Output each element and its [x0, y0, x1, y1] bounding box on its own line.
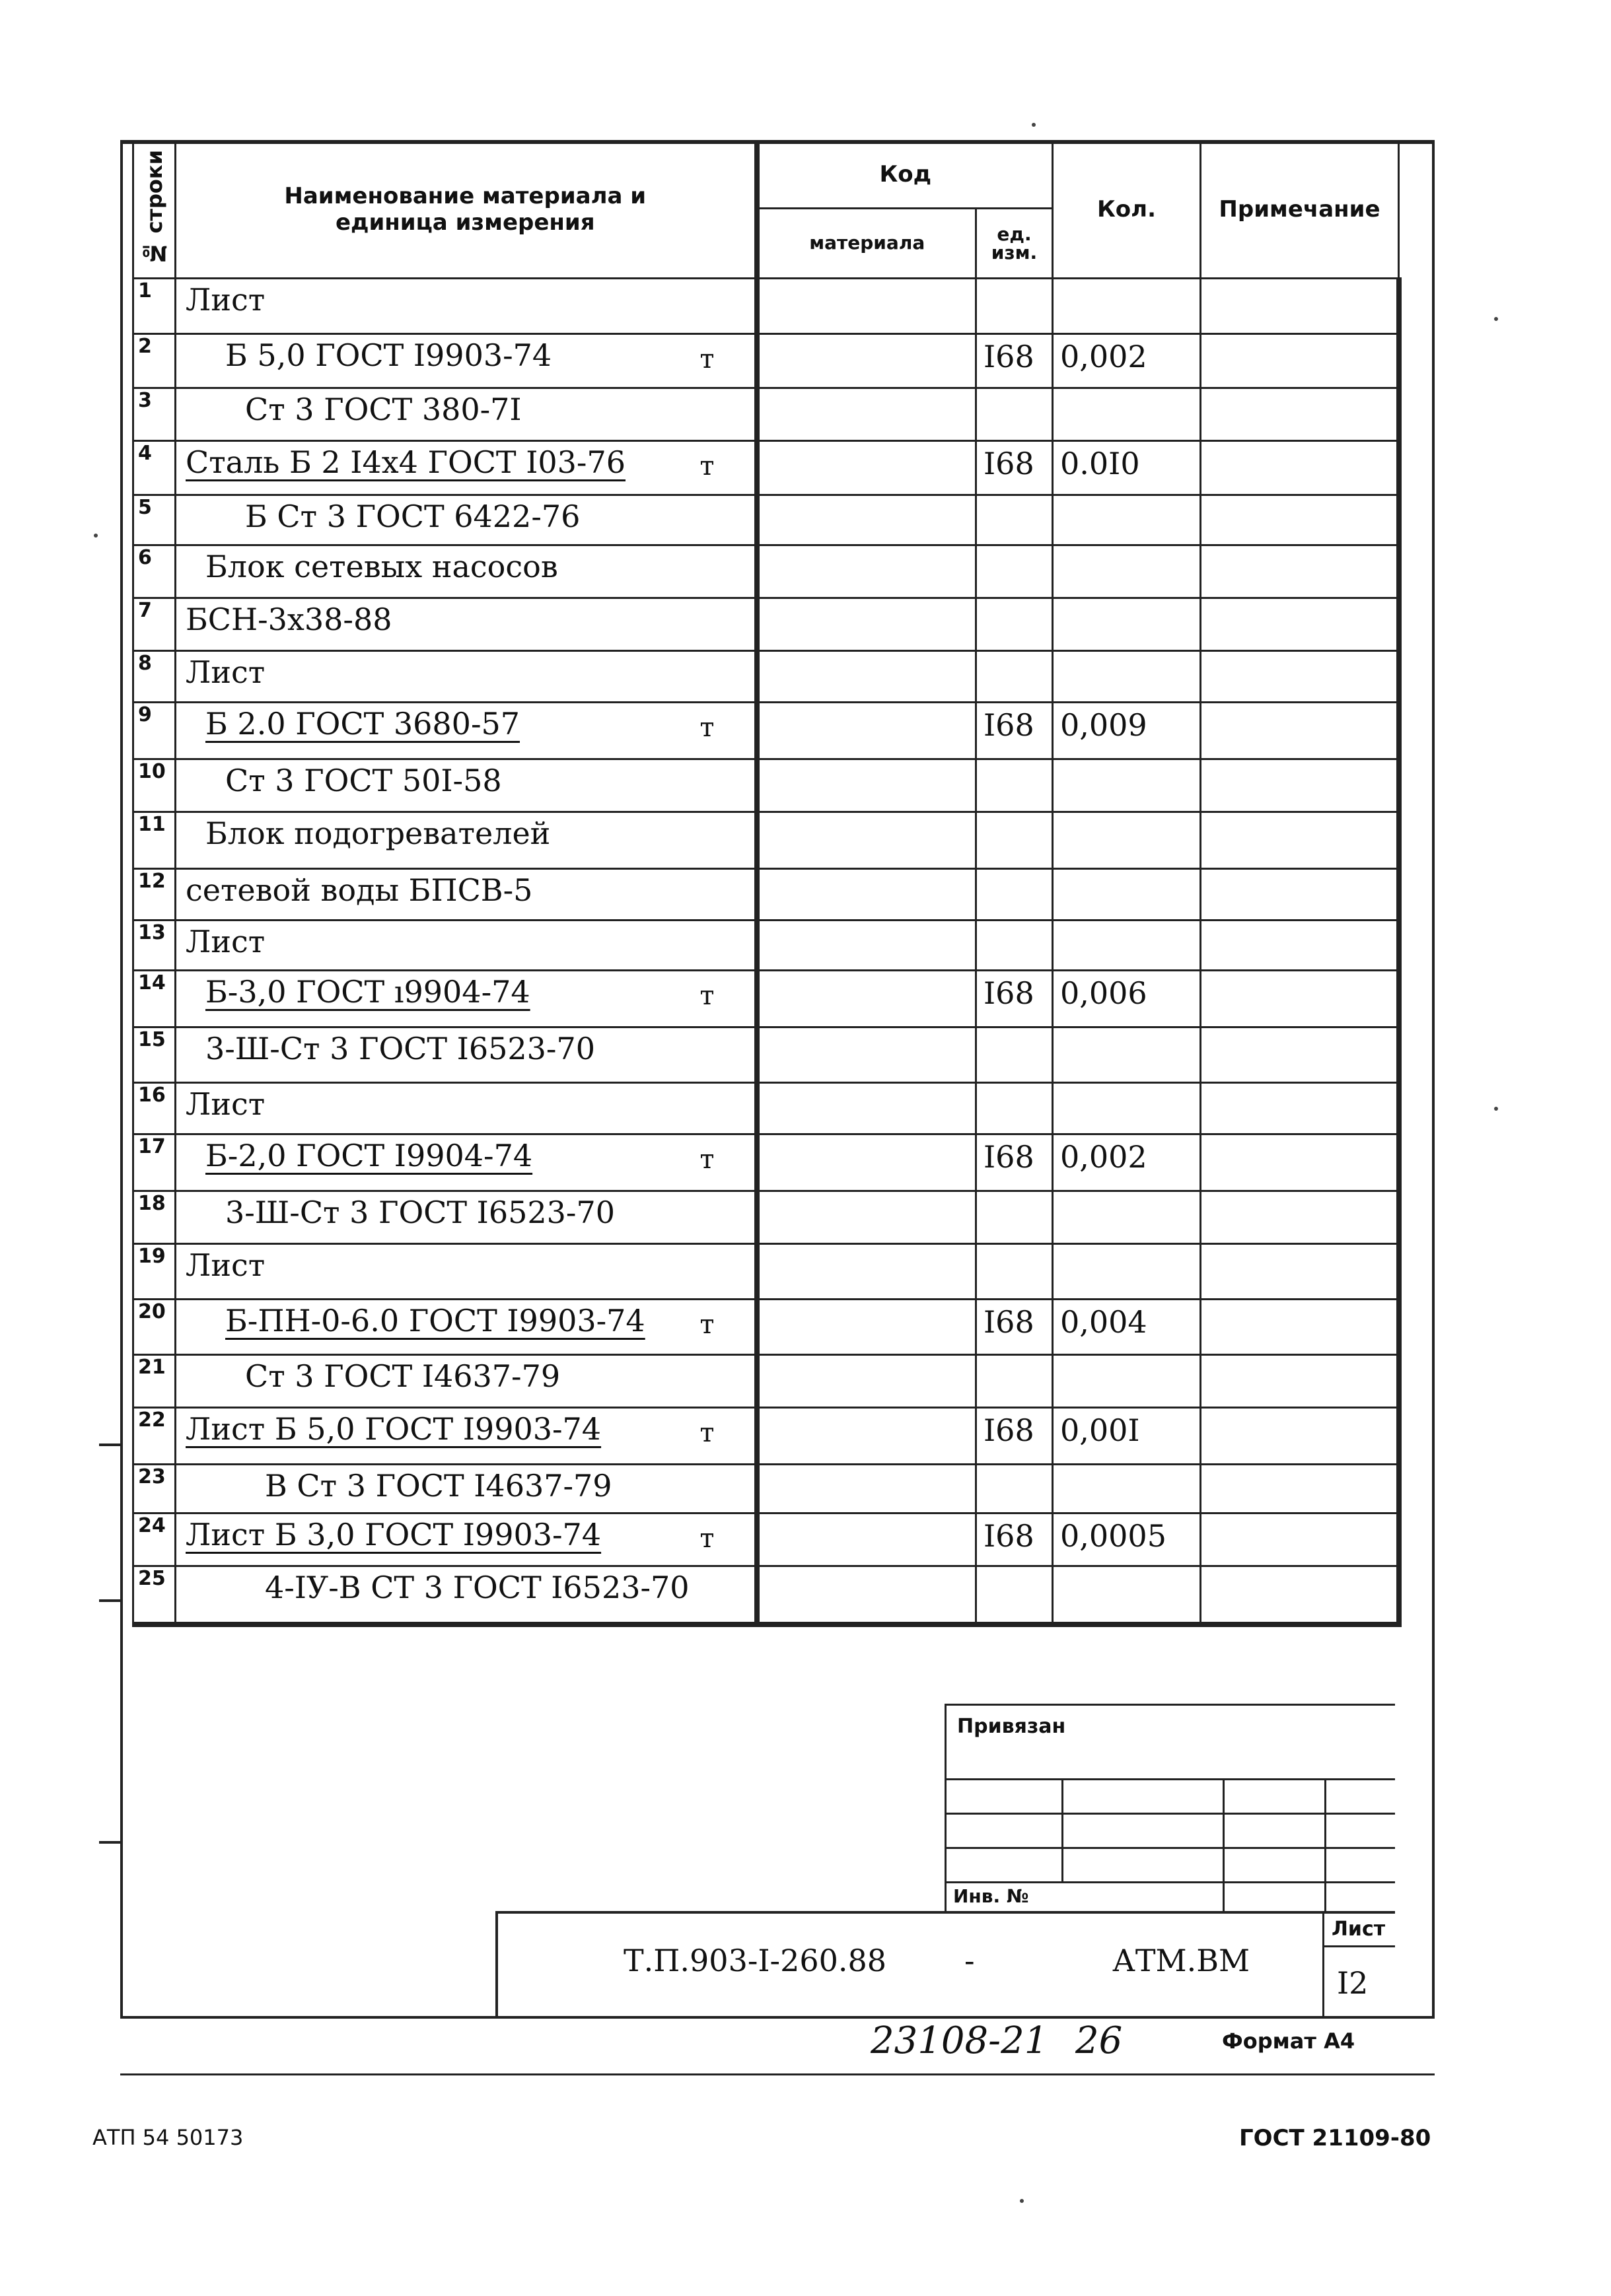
- material-name: Блок подогревателей: [205, 816, 551, 851]
- table-row: [133, 441, 1399, 495]
- note-cell: [1201, 334, 1399, 388]
- row-number: 7: [133, 598, 176, 651]
- quantity: 0,004: [1053, 1300, 1201, 1355]
- unit-code: [976, 1244, 1053, 1300]
- material-name-cell: [176, 971, 757, 1027]
- material-name-cell: [176, 1355, 757, 1408]
- unit-code: [976, 869, 1053, 921]
- header-quantity: Кол.: [1053, 141, 1201, 279]
- sheet-label: Лист: [1332, 1918, 1386, 1941]
- unit-mark: т: [699, 1309, 715, 1340]
- material-name: Б 2.0 ГОСТ 3680-57: [205, 706, 520, 742]
- note-cell: [1201, 971, 1399, 1027]
- unit-code: I68: [976, 1513, 1053, 1566]
- material-name-cell: [176, 1408, 757, 1465]
- material-code-cell: [757, 388, 976, 441]
- material-code-cell: [757, 1134, 976, 1191]
- stamp-inv-number-label: Инв. №: [953, 1885, 1029, 1907]
- material-name-cell: [176, 1134, 757, 1191]
- table-row: [133, 598, 1399, 651]
- header-row-number: № строки: [133, 141, 176, 279]
- table-row: [133, 1027, 1399, 1083]
- material-name-cell: [176, 1083, 757, 1134]
- note-cell: [1201, 869, 1399, 921]
- document-code-dash: -: [964, 1943, 975, 1978]
- quantity: [1053, 869, 1201, 921]
- table-row: [133, 703, 1399, 759]
- material-code-cell: [757, 1244, 976, 1300]
- table-row: [133, 495, 1399, 545]
- material-name-cell: [176, 388, 757, 441]
- handwritten-number-2: 26: [1075, 2019, 1123, 2062]
- unit-code: [976, 1083, 1053, 1134]
- material-name: Лист: [186, 654, 266, 690]
- note-cell: [1201, 441, 1399, 495]
- material-code-cell: [757, 495, 976, 545]
- row-number: 25: [133, 1566, 176, 1624]
- quantity: [1053, 388, 1201, 441]
- note-cell: [1201, 279, 1399, 334]
- material-code-cell: [757, 279, 976, 334]
- quantity: [1053, 1027, 1201, 1083]
- material-code-cell: [757, 869, 976, 921]
- material-code-cell: [757, 334, 976, 388]
- material-name: 3-Ш-Ст 3 ГОСТ I6523-70: [205, 1031, 595, 1066]
- material-code-cell: [757, 1408, 976, 1465]
- note-cell: [1201, 1513, 1399, 1566]
- material-name-cell: [176, 1465, 757, 1513]
- material-name-cell: [176, 279, 757, 334]
- unit-code: [976, 1355, 1053, 1408]
- table-row: [133, 921, 1399, 971]
- note-cell: [1201, 1027, 1399, 1083]
- note-cell: [1201, 759, 1399, 812]
- material-code-cell: [757, 651, 976, 703]
- unit-code: [976, 759, 1053, 812]
- row-number: 21: [133, 1355, 176, 1408]
- header-material-name: Наименование материала и единица измерения: [176, 141, 757, 279]
- table-row: [133, 1134, 1399, 1191]
- handwritten-number: 23108-21: [871, 2019, 1048, 2062]
- row-number: 13: [133, 921, 176, 971]
- unit-mark: т: [699, 981, 715, 1011]
- material-name: Лист: [186, 924, 266, 959]
- unit-code: I68: [976, 1408, 1053, 1465]
- material-name: Лист: [186, 1247, 266, 1283]
- note-cell: [1201, 1300, 1399, 1355]
- material-name: сетевой воды БПСВ-5: [186, 872, 533, 908]
- note-cell: [1201, 651, 1399, 703]
- unit-code: [976, 921, 1053, 971]
- header-code-unit: ед. изм.: [976, 209, 1053, 279]
- material-name: Б-ПН-0-6.0 ГОСТ I9903-74: [225, 1303, 645, 1339]
- material-code-cell: [757, 1300, 976, 1355]
- note-cell: [1201, 1408, 1399, 1465]
- row-number: 12: [133, 869, 176, 921]
- unit-code: I68: [976, 1300, 1053, 1355]
- material-code-cell: [757, 921, 976, 971]
- table-row: [133, 1566, 1399, 1624]
- unit-mark: т: [699, 713, 715, 743]
- material-name: БСН-3х38-88: [186, 602, 392, 637]
- material-code-cell: [757, 441, 976, 495]
- table-row: [133, 1465, 1399, 1513]
- row-number: 17: [133, 1134, 176, 1191]
- material-name: Б 5,0 ГОСТ I9903-74: [225, 337, 552, 373]
- quantity: [1053, 759, 1201, 812]
- material-name: Лист Б 5,0 ГОСТ I9903-74: [186, 1411, 602, 1447]
- footer-line: [120, 2073, 1435, 2075]
- material-code-cell: [757, 1355, 976, 1408]
- material-name: Сталь Б 2 I4х4 ГОСТ I03-76: [186, 444, 626, 480]
- material-name-cell: [176, 1513, 757, 1566]
- material-name: 4-IУ-В СТ 3 ГОСТ I6523-70: [265, 1570, 690, 1605]
- material-code-cell: [757, 759, 976, 812]
- header-note: Примечание: [1201, 141, 1399, 279]
- unit-mark: т: [699, 1144, 715, 1175]
- unit-mark: т: [699, 1523, 715, 1554]
- material-name-cell: [176, 598, 757, 651]
- material-code-cell: [757, 1027, 976, 1083]
- row-number: 8: [133, 651, 176, 703]
- table-row: [133, 334, 1399, 388]
- table-row: [133, 759, 1399, 812]
- row-number: 20: [133, 1300, 176, 1355]
- unit-code: [976, 495, 1053, 545]
- row-number: 19: [133, 1244, 176, 1300]
- row-number: 15: [133, 1027, 176, 1083]
- material-name: Блок сетевых насосов: [205, 549, 558, 584]
- material-name-cell: [176, 651, 757, 703]
- material-name-cell: [176, 1300, 757, 1355]
- unit-code: [976, 651, 1053, 703]
- row-number: 10: [133, 759, 176, 812]
- row-number: 4: [133, 441, 176, 495]
- row-number: 2: [133, 334, 176, 388]
- sheet-number: I2: [1337, 1965, 1369, 2001]
- table-row: [133, 1244, 1399, 1300]
- table-row: [133, 1300, 1399, 1355]
- note-cell: [1201, 1465, 1399, 1513]
- unit-code: I68: [976, 441, 1053, 495]
- material-code-cell: [757, 598, 976, 651]
- footer-left-code: АТП 54 50173: [92, 2125, 244, 2150]
- note-cell: [1201, 545, 1399, 598]
- material-name-cell: [176, 1191, 757, 1244]
- row-number: 3: [133, 388, 176, 441]
- material-name: Ст 3 ГОСТ 50I-58: [225, 763, 502, 798]
- unit-mark: т: [699, 1418, 715, 1448]
- table-row: [133, 1513, 1399, 1566]
- document-code: Т.П.903-I-260.88: [624, 1943, 887, 1978]
- quantity: [1053, 812, 1201, 869]
- quantity: [1053, 1083, 1201, 1134]
- table-row: [133, 1191, 1399, 1244]
- note-cell: [1201, 1191, 1399, 1244]
- format-label: Формат А4: [1222, 2029, 1355, 2054]
- material-code-cell: [757, 1513, 976, 1566]
- unit-code: [976, 1191, 1053, 1244]
- note-cell: [1201, 1083, 1399, 1134]
- quantity: [1053, 279, 1201, 334]
- quantity: 0,002: [1053, 334, 1201, 388]
- unit-code: [976, 545, 1053, 598]
- note-cell: [1201, 495, 1399, 545]
- table-row: [133, 812, 1399, 869]
- unit-mark: т: [699, 451, 715, 481]
- material-code-cell: [757, 1465, 976, 1513]
- document-code-suffix: АТМ.ВМ: [1112, 1943, 1250, 1978]
- material-name-cell: [176, 495, 757, 545]
- material-code-cell: [757, 812, 976, 869]
- row-number: 9: [133, 703, 176, 759]
- material-code-cell: [757, 971, 976, 1027]
- quantity: [1053, 921, 1201, 971]
- unit-code: [976, 1027, 1053, 1083]
- material-name: Лист Б 3,0 ГОСТ I9903-74: [186, 1517, 602, 1552]
- quantity: 0,00I: [1053, 1408, 1201, 1465]
- material-name: Б Ст 3 ГОСТ 6422-76: [245, 499, 581, 534]
- unit-code: [976, 812, 1053, 869]
- quantity: [1053, 1566, 1201, 1624]
- material-name: 3-Ш-Ст 3 ГОСТ I6523-70: [225, 1195, 615, 1230]
- material-name-cell: [176, 1244, 757, 1300]
- row-number: 14: [133, 971, 176, 1027]
- note-cell: [1201, 388, 1399, 441]
- note-cell: [1201, 598, 1399, 651]
- table-row: [133, 1408, 1399, 1465]
- quantity: [1053, 1191, 1201, 1244]
- material-name: В Ст 3 ГОСТ I4637-79: [265, 1468, 612, 1504]
- table-row: [133, 971, 1399, 1027]
- header-code-material: материала: [757, 209, 976, 279]
- table-row: [133, 651, 1399, 703]
- note-cell: [1201, 1244, 1399, 1300]
- row-number: 11: [133, 812, 176, 869]
- row-number: 22: [133, 1408, 176, 1465]
- note-cell: [1201, 703, 1399, 759]
- quantity: [1053, 495, 1201, 545]
- quantity: 0,006: [1053, 971, 1201, 1027]
- material-code-cell: [757, 545, 976, 598]
- unit-code: I68: [976, 1134, 1053, 1191]
- row-number: 6: [133, 545, 176, 598]
- material-name-cell: [176, 703, 757, 759]
- material-name-cell: [176, 441, 757, 495]
- stamp-linked-block: [945, 1704, 1395, 1914]
- material-code-cell: [757, 1191, 976, 1244]
- table-row: [133, 1083, 1399, 1134]
- material-name: Ст 3 ГОСТ I4637-79: [245, 1358, 561, 1394]
- note-cell: [1201, 921, 1399, 971]
- material-name: Лист: [186, 282, 266, 318]
- quantity: 0,009: [1053, 703, 1201, 759]
- row-number: 23: [133, 1465, 176, 1513]
- row-number: 1: [133, 279, 176, 334]
- header-code: Код: [757, 141, 1053, 209]
- material-name: Б-3,0 ГОСТ ı9904-74: [205, 974, 530, 1010]
- note-cell: [1201, 1134, 1399, 1191]
- material-name-cell: [176, 812, 757, 869]
- quantity: [1053, 651, 1201, 703]
- unit-code: [976, 1566, 1053, 1624]
- quantity: [1053, 1244, 1201, 1300]
- note-cell: [1201, 1355, 1399, 1408]
- footer-right-code: ГОСТ 21109-80: [1239, 2125, 1431, 2151]
- unit-code: [976, 1465, 1053, 1513]
- table-row: [133, 545, 1399, 598]
- material-name-cell: [176, 1566, 757, 1624]
- material-code-cell: [757, 1083, 976, 1134]
- table-row: [133, 1355, 1399, 1408]
- quantity: [1053, 598, 1201, 651]
- note-cell: [1201, 812, 1399, 869]
- material-name-cell: [176, 1027, 757, 1083]
- material-name: Б-2,0 ГОСТ I9904-74: [205, 1138, 533, 1173]
- material-name: Ст 3 ГОСТ 380-7I: [245, 392, 522, 427]
- quantity: [1053, 1465, 1201, 1513]
- unit-code: I68: [976, 971, 1053, 1027]
- material-name-cell: [176, 545, 757, 598]
- quantity: 0.0I0: [1053, 441, 1201, 495]
- material-code-cell: [757, 703, 976, 759]
- material-name: Лист: [186, 1086, 266, 1122]
- quantity: 0,002: [1053, 1134, 1201, 1191]
- unit-code: [976, 598, 1053, 651]
- unit-code: [976, 388, 1053, 441]
- table-row: [133, 388, 1399, 441]
- material-code-cell: [757, 1566, 976, 1624]
- material-name-cell: [176, 869, 757, 921]
- table-row: [133, 279, 1399, 334]
- quantity: [1053, 545, 1201, 598]
- row-number: 18: [133, 1191, 176, 1244]
- material-name-cell: [176, 334, 757, 388]
- note-cell: [1201, 1566, 1399, 1624]
- unit-code: I68: [976, 334, 1053, 388]
- stamp-title-block: [495, 1911, 1395, 2018]
- row-number: 5: [133, 495, 176, 545]
- table-row: [133, 869, 1399, 921]
- unit-code: I68: [976, 703, 1053, 759]
- quantity: 0,0005: [1053, 1513, 1201, 1566]
- material-name-cell: [176, 921, 757, 971]
- material-name-cell: [176, 759, 757, 812]
- unit-code: [976, 279, 1053, 334]
- quantity: [1053, 1355, 1201, 1408]
- row-number: 16: [133, 1083, 176, 1134]
- unit-mark: т: [699, 344, 715, 374]
- specification-table: [132, 140, 1402, 1627]
- row-number: 24: [133, 1513, 176, 1566]
- stamp-linked-label: Привязан: [957, 1715, 1066, 1738]
